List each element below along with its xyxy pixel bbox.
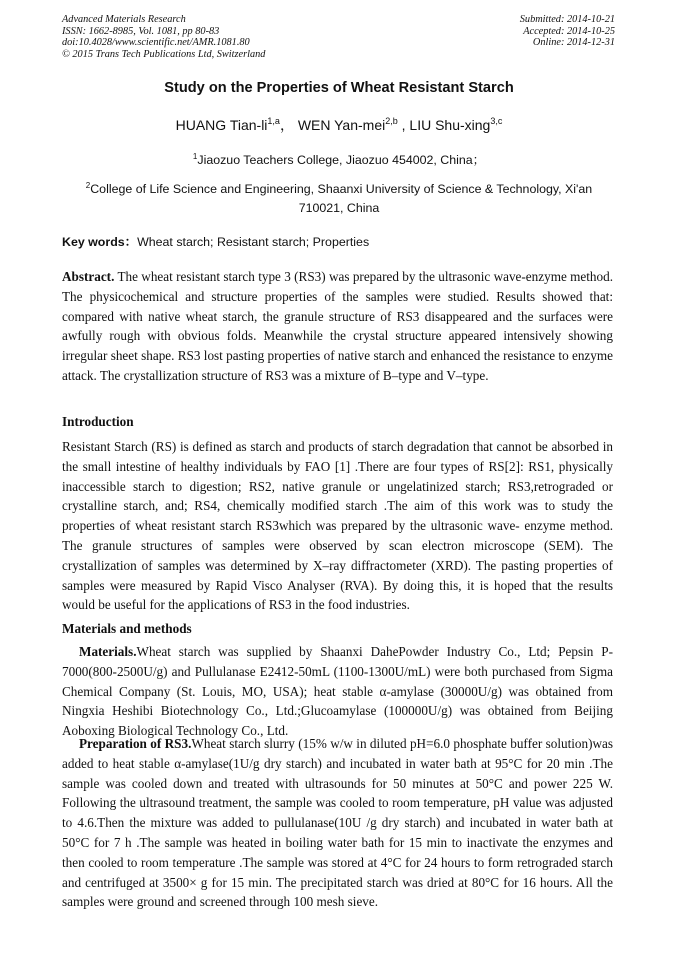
publication-dates	[520, 14, 615, 49]
author-name: WEN Yan-mei	[297, 117, 386, 133]
author-separator: ，	[279, 117, 294, 133]
author-separator: ,	[397, 117, 410, 133]
author-sup: 2,b	[385, 116, 398, 126]
submitted-date: Submitted: 2014-10-21	[519, 14, 615, 25]
author-name: LIU Shu-xing	[409, 117, 491, 133]
journal-info	[62, 14, 265, 60]
abstract-text: The wheat resistant starch type 3 (RS3) was prepared by the ultrasonic wave-enzyme method. The physicochemical and structure properties of the samples were studied. Results showed that: compared with native wheat starch, the granule structure of RS3 disappeared and the surfaces were awfully rough with obvious folds. Meanwhile the crystal structure appeared intensively showing irregular sheet shape. RS3 lost pasting properties of native starch and enhanced the resistance to enzyme attack. The crystallization structure of RS3 was a mixture of B–type and V–type.	[62, 269, 613, 383]
author-sup: 1,a	[267, 116, 280, 126]
affiliation-sup: 1	[192, 152, 198, 161]
preparation-paragraph	[62, 734, 613, 912]
preparation-text: Wheat starch slurry (15% w/w in diluted pH=6.0 phosphate buffer solution)was added to heat stable α-amylase(1U/g dry starch) and incubated in water bath at 95°C for 20 min .The sample was cooled down and treated with ultrasounds for 50 minutes at 50°C and power 225 W. Following the ultrasound treatment, the sample was cooled to room temperature, pH value was adjusted to 4.6.Then the mixture was added to pullulanase(10U /g dry starch) and incubated in water bath at 50°C for 7 h .The sample was heated in boiling water bath for 15 min to inactivate the enzymes and then cooled to room temperature .The sample was stored at 4°C for 24 hours to form retrograded starch and centrifuged at 3500× g for 15 min. The precipitated starch was dried at 80°C for 16 hours. All the samples were ground and screened through 100 mesh sieve.	[62, 736, 613, 910]
journal-name: Advanced Materials Research	[62, 14, 186, 25]
methods-heading: Materials and methods	[62, 621, 192, 636]
affiliation-text: Jiaozuo Teachers College, Jiaozuo 454002, China；	[197, 153, 486, 167]
affiliation-text: College of Life Science and Engineering, Shaanxi University of Science & Technology, Xi'an 710021, China	[90, 182, 593, 215]
affiliation-1	[0, 150, 678, 168]
keywords	[62, 232, 369, 250]
keywords-label: Key words：	[62, 235, 138, 249]
journal-header	[62, 14, 615, 60]
online-date: Online: 2014-12-31	[532, 37, 615, 49]
materials-paragraph	[62, 642, 613, 741]
author-name: HUANG Tian-li	[175, 117, 268, 133]
materials-label: Materials.	[79, 644, 137, 659]
accepted-date: Accepted: 2014-10-25	[523, 25, 615, 37]
journal-issn: ISSN: 1662-8985, Vol. 1081, pp 80-83	[62, 25, 220, 37]
materials-text: Wheat starch was supplied by Shaanxi DahePowder Industry Co., Ltd; Pepsin P-7000(800-2500U/g) and Pullulanase E2412-50mL (1100-1300U/mL) were both purchased from Sigma Chemical Company (St. Louis, MO, USA); heat stable α-amylase (30000U/g) was obtained from Ningxia Heshibi Biotechnology Co., Ltd.;Glucoamylase (100000U/g) was obtained from Beijing Aoboxing Biological Technology Co., Ltd.	[62, 644, 613, 739]
preparation-label: Preparation of RS3.	[79, 736, 192, 751]
abstract-label: Abstract.	[62, 269, 115, 284]
journal-doi[interactable]: doi:10.4028/www.scientific.net/AMR.1081.80	[62, 37, 250, 49]
keywords-text: Wheat starch; Resistant starch; Properties	[137, 235, 370, 249]
paper-title: Study on the Properties of Wheat Resistant Starch	[164, 80, 514, 96]
introduction-text: Resistant Starch (RS) is defined as starch and products of starch degradation that cannot be absorbed in the small intestine of healthy individuals by FAO [1] .There are four types of RS[2]: RS1, physically inaccessible starch to digestion; RS2, native granule or ungelatinized starch; RS3,retrograded or crystalline starch, and; RS4, chemically modified starch .The aim of this work was to study the properties of wheat resistant starch RS3which was prepared by the ultrasonic wave- enzyme method. The granule structures of samples were observed by scan electron microscope (SEM). The crystallization of samples was determined by X–ray diffractometer (XRD). The pasting properties of samples were measured by Rapid Visco Analyser (RVA). By doing this, it is hoped that the results would be useful for the applications of RS3 in the food industries.	[62, 439, 613, 613]
introduction-heading: Introduction	[62, 414, 134, 429]
affiliation-sup: 2	[85, 181, 91, 190]
journal-copyright: © 2015 Trans Tech Publications Ltd, Switzerland	[62, 48, 266, 60]
abstract	[62, 267, 613, 386]
affiliation-2	[62, 176, 616, 218]
author-sup: 3,c	[490, 116, 503, 126]
author-list	[0, 115, 678, 135]
